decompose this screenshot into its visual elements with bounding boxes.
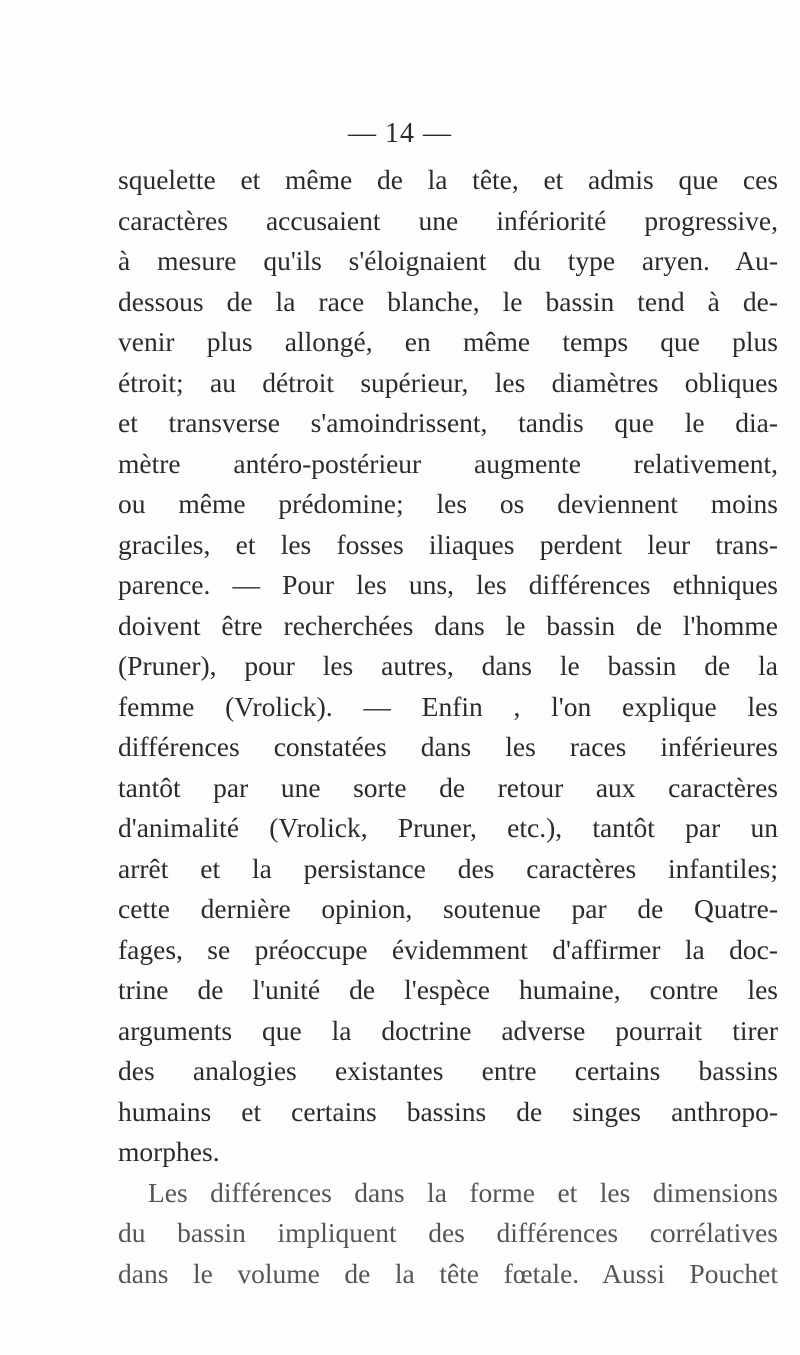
text-line: (Pruner), pour les autres, dans le bassin de la — [118, 650, 778, 681]
text-line: graciles, et les fosses iliaques perdent leur trans- — [118, 528, 778, 560]
text-line: d'animalité (Vrolick, Pruner, etc.), tantôt par un — [118, 812, 778, 843]
paragraph-start-line: Les différences dans la forme et les dimensions — [148, 1176, 778, 1208]
text-line: humains et certains bassins de singes anthropo- — [118, 1095, 778, 1127]
text-line: arrêt et la persistance des caractères infantiles; — [118, 852, 778, 884]
text-line: caractères accusaient une infériorité progressive, — [118, 204, 778, 236]
text-line: fages, se préoccupe évidemment d'affirmer la doc- — [118, 933, 778, 965]
text-line: femme (Vrolick). — Enfin , l'on explique les — [118, 690, 778, 722]
text-line: doivent être recherchées dans le bassin de l'homme — [118, 609, 778, 641]
text-line: à mesure qu'ils s'éloignaient du type aryen. Au- — [118, 245, 778, 276]
text-line: morphes. — [118, 1136, 220, 1167]
text-line: des analogies existantes entre certains bassins — [118, 1055, 778, 1086]
text-line: ou même prédomine; les os deviennent moins — [118, 488, 778, 519]
text-line: squelette et même de la tête, et admis que ces — [118, 164, 778, 195]
body-text — [118, 160, 778, 1294]
text-line: arguments que la doctrine adverse pourrait tirer — [118, 1014, 778, 1046]
text-line: différences constatées dans les races inférieures — [118, 731, 778, 762]
text-line: cette dernière opinion, soutenue par de Quatre- — [118, 893, 778, 924]
text-line: parence. — Pour les uns, les différences ethniques — [118, 569, 778, 600]
text-line: et transverse s'amoindrissent, tandis que le dia- — [118, 407, 778, 438]
text-line: du bassin impliquent des différences corrélatives — [118, 1217, 778, 1248]
text-line: mètre antéro-postérieur augmente relativement, — [118, 447, 778, 479]
text-line: trine de l'unité de l'espèce humaine, contre les — [118, 974, 778, 1005]
text-line: venir plus allongé, en même temps que plus — [118, 326, 778, 357]
text-line: dessous de la race blanche, le bassin tend à de- — [118, 285, 778, 317]
page-number: — 14 — — [348, 118, 452, 149]
text-line: dans le volume de la tête fœtale. Aussi Pouchet — [118, 1257, 778, 1289]
text-line: tantôt par une sorte de retour aux caractères — [118, 771, 778, 803]
text-line: étroit; au détroit supérieur, les diamètres obliques — [118, 366, 778, 398]
